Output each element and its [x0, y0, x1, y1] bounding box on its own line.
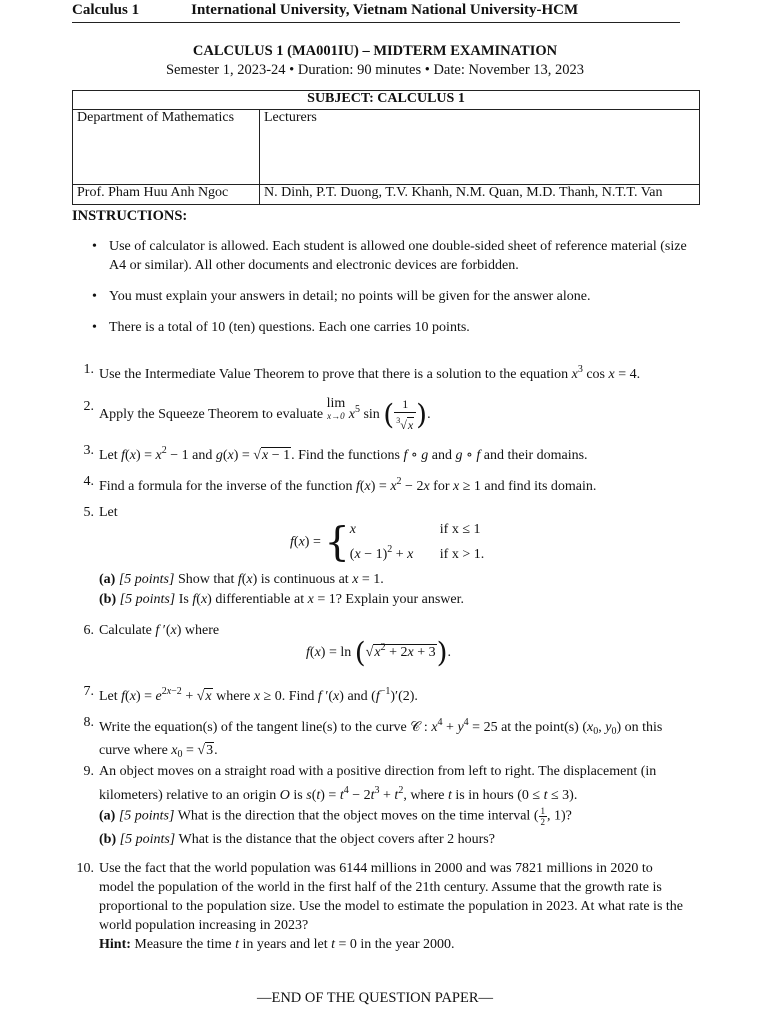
- part-text: What is the direction that the object moves on the time interval: [177, 808, 531, 824]
- part-label: (b): [99, 592, 117, 607]
- part-points: [5 points]: [118, 808, 175, 824]
- question-5-part-a: (a) [5 points] Show that f(x) is continuous at x = 1.: [99, 572, 384, 587]
- question-text: Use the Intermediate Value Theorem to prove that there is a solution to the equation: [99, 367, 569, 382]
- question-9-part-a: (a) [5 points] What is the direction that the object moves on the time interval ( $\frac{1}{2}$ , 1)?: [99, 806, 572, 827]
- question-text: , where: [403, 788, 445, 803]
- dept-head-cell: Prof. Pham Huu Anh Ngoc: [73, 185, 260, 205]
- question-text: where: [216, 689, 251, 704]
- exam-title: CALCULUS 1 (MA001IU) – MIDTERM EXAMINATION: [192, 43, 558, 59]
- part-label: (b): [99, 832, 117, 847]
- question-text: Let: [99, 689, 118, 704]
- hint-label: Hint:: [99, 937, 131, 952]
- question-1: 1. Use the Intermediate Value Theorem to prove that there is a solution to the equation $x^3$ cos x = 4.: [72, 360, 684, 384]
- part-text: differentiable at: [215, 592, 305, 607]
- hint-text: in the year 2000.: [360, 937, 455, 952]
- instruction-item: • There is a total of 10 (ten) questions. Each one carries 10 points.: [92, 318, 692, 337]
- case-condition: if x > 1.: [439, 547, 485, 562]
- part-text: What is the distance that the object covers after 2 hours?: [178, 832, 495, 847]
- info-table: [72, 90, 700, 205]
- question-text: at the point(s): [501, 720, 579, 735]
- part-points: [5 points]: [119, 592, 176, 607]
- question-number: 6.: [83, 623, 94, 638]
- instruction-item: • Use of calculator is allowed. Each student is allowed one double-sided sheet of reference material (size A4 or similar). All other documents and electronic devices are forbidden.: [92, 237, 692, 275]
- question-text: . Find the functions: [291, 448, 400, 463]
- course-name: Calculus 1: [72, 2, 140, 18]
- limit-expression: lim x→0: [326, 396, 346, 421]
- lecturers-names-cell: N. Dinh, P.T. Duong, T.V. Khanh, N.M. Quan, M.D. Thanh, N.T.T. Van: [260, 185, 700, 205]
- lecturers-label-cell: Lecturers: [260, 110, 700, 185]
- question-8: 8. Write the equation(s) of the tangent line(s) to the curve 𝒞 : $x^4 + y^4 = 25$ at the point(s) ($x_0$, $y_0$) on this curve where $x_0 = √3$.: [72, 713, 684, 764]
- question-text: is: [293, 788, 303, 803]
- question-9: 9. An object moves on a straight road with a positive direction from left to right. The displacement (in kilometers) relative to an origin O is $s(t) = t^4 - 2t^3 + t^2$, where t is in hours (0 ≤ t ≤ 3).: [72, 762, 684, 805]
- question-6: 6. Calculate f ′(x) where: [72, 621, 684, 640]
- question-number: 4.: [83, 474, 94, 489]
- instructions-heading: INSTRUCTIONS:: [72, 208, 188, 224]
- part-points: [5 points]: [119, 832, 176, 847]
- question-text: An object moves on a straight road with a positive direction from left to right. The displacement (in kilometers) relative to an origin: [99, 764, 657, 803]
- question-number: 9.: [83, 764, 94, 779]
- subject-cell: SUBJECT: CALCULUS 1: [73, 91, 700, 110]
- instruction-text: There is a total of 10 (ten) questions. Each one carries 10 points.: [109, 320, 470, 335]
- hint-text: in years and let: [242, 937, 328, 952]
- part-label: (a): [99, 572, 116, 587]
- question-text: and find its domain.: [484, 479, 597, 494]
- question-text: and: [347, 689, 368, 704]
- instruction-item: • You must explain your answers in detail; no points will be given for the answer alone.: [92, 287, 692, 306]
- question-text: Use the fact that the world population was 6144 millions in 2000 and was 7821 millions in 2020 to model the population of the world in the first half of the 21th century. Assume that the growth rate is proportional to the population size. Use the model to estimate the population in 2023. At what rate is the world population increasing in 2023?: [99, 861, 683, 933]
- question-text: Find a formula for the inverse of the function: [99, 479, 353, 494]
- exam-subtitle: Semester 1, 2023-24 • Duration: 90 minutes • Date: November 13, 2023: [165, 62, 585, 78]
- question-text: where: [184, 623, 220, 638]
- header-rule: [72, 22, 680, 23]
- question-number: 8.: [83, 715, 94, 730]
- question-number: 5.: [83, 505, 94, 520]
- log-formula: $f(x) = \ln (√x^2 + 2x + 3)$.: [306, 635, 452, 669]
- part-text: is continuous at: [260, 572, 349, 587]
- question-text: Calculate: [99, 623, 152, 638]
- part-text: Is: [178, 592, 189, 607]
- question-number: 10.: [76, 861, 94, 876]
- question-7: 7. Let $f(x) = e^{2x-2} + √x$ where x ≥ 0. Find f ′(x) and $(f^{-1})'(2)$.: [72, 682, 684, 706]
- question-text: Apply the Squeeze Theorem to evaluate: [99, 407, 324, 423]
- piecewise-formula: f(x) = { x if x ≤ 1 $(x - 1)^2 + x$ if x > 1.: [290, 519, 485, 566]
- instruction-text: You must explain your answers in detail; no points will be given for the answer alone.: [109, 289, 591, 304]
- part-text: Show that: [177, 572, 235, 587]
- institution-name: International University, Vietnam National University-HCM: [191, 2, 579, 18]
- question-text: . Find: [281, 689, 315, 704]
- question-text: on this curve where: [99, 720, 663, 758]
- instruction-text: Use of calculator is allowed. Each student is allowed one double-sided sheet of reference material (size A4 or similar). All other documents and electronic devices are forbidden.: [109, 239, 687, 273]
- question-text: for: [433, 479, 450, 494]
- question-text: and: [192, 448, 213, 463]
- running-header: [72, 2, 578, 19]
- question-text: is in hours: [455, 788, 514, 803]
- hint-text: Measure the time: [134, 937, 232, 952]
- department-cell: Department of Mathematics: [73, 110, 260, 185]
- question-9-part-b: [99, 830, 689, 849]
- question-text: Write the equation(s) of the tangent line(s) to the curve: [99, 720, 407, 735]
- question-3: 3. Let $f(x) = x^2 - 1$ and g(x) = √x − 1. Find the functions f ∘ g and g ∘ f and their domains.: [72, 441, 684, 465]
- question-4: 4. Find a formula for the inverse of the function $f(x) = x^2 - 2x$ for x ≥ 1 and find its domain.: [72, 472, 684, 496]
- question-text: Let: [99, 505, 118, 520]
- question-number: 1.: [83, 362, 94, 377]
- case-condition: if x ≤ 1: [439, 522, 481, 537]
- question-text: and their domains.: [483, 448, 588, 463]
- question-2: 2. Apply the Squeeze Theorem to evaluate lim x→0 $x^5$ sin ( $\frac{1}{^3√x}$ ).: [72, 397, 684, 433]
- question-5-part-b: (b) [5 points] Is f(x) differentiable at x = 1? Explain your answer.: [99, 592, 465, 607]
- part-text: ? Explain your answer.: [335, 592, 465, 607]
- question-text: Let: [99, 448, 118, 463]
- part-label: (a): [99, 808, 116, 824]
- part-points: [5 points]: [118, 572, 175, 587]
- question-number: 2.: [83, 399, 94, 414]
- question-10: 10. Use the fact that the world population was 6144 millions in 2000 and was 7821 millions in 2020 to model the population of the world in the first half of the 21th century. Assume that the growth rate is proportional to the population size. Use the model to estimate the population in 2023. At what rate is the world population increasing in 2023? Hint: Measure the time t in years and let t = 0 in the year 2000.: [72, 859, 684, 954]
- question-number: 7.: [83, 684, 94, 699]
- end-of-paper: —END OF THE QUESTION PAPER—: [256, 990, 494, 1006]
- question-number: 3.: [83, 443, 94, 458]
